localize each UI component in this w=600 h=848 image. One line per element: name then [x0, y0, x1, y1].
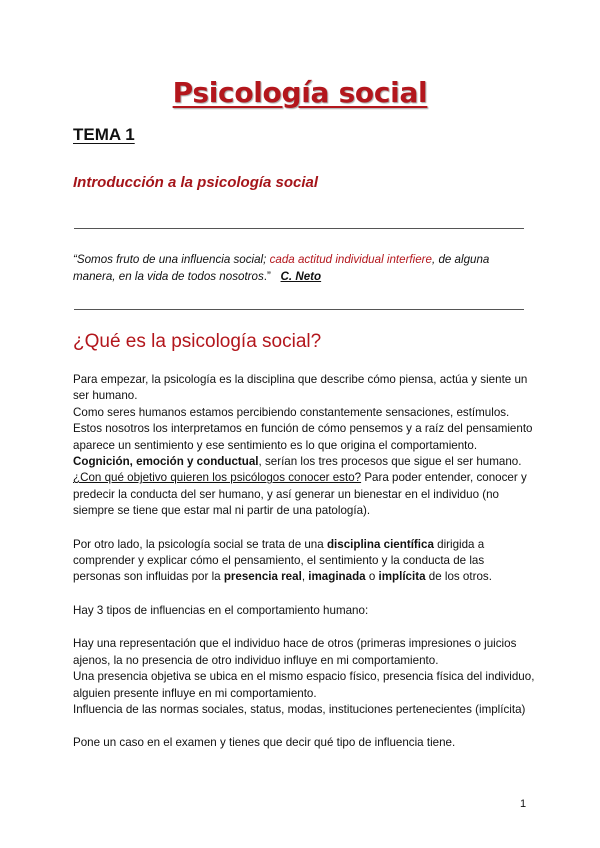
quote-text-start: Somos fruto de una influencia social; — [76, 253, 270, 266]
sp-text-e: de los otros. — [425, 570, 492, 584]
quote-text-end: , de alguna manera, en la vida de todos nosotros — [73, 253, 490, 283]
paragraph-social-psychology — [73, 537, 535, 586]
paragraph-implicit: Influencia de las normas sociales, status, modas, instituciones pertenecientes (implícita) — [73, 702, 526, 716]
section-subtitle: Introducción a la psicología social — [73, 174, 319, 191]
quote-close-mark: .” — [263, 269, 271, 283]
page-number: 1 — [520, 798, 527, 810]
paragraph-imagined: Hay una representación que el individuo hace de otros (primeras impresiones o juicios ajenos, la no presencia de otro individuo influye en mi comportamiento. — [73, 637, 517, 667]
sp-bold-discipline: disciplina científica — [326, 537, 434, 551]
paragraph-influence-types: Hay 3 tipos de influencias en el comportamiento humano: — [73, 603, 369, 617]
topic-label: TEMA 1 — [73, 125, 135, 144]
body-text — [73, 372, 535, 752]
paragraph-real: Una presencia objetiva se ubica en el mismo espacio físico, presencia física del individuo, alguien presente influye en mi comportamiento. — [73, 670, 535, 700]
sp-text-c: , — [301, 570, 309, 584]
sp-text-b: dirigida a comprender y explicar cómo el pensamiento, el sentimiento y la conducta de las personas son influidas por la — [73, 537, 485, 584]
paragraph-objective — [73, 470, 535, 519]
paragraph-definition: Para empezar, la psicología es la disciplina que describe cómo piensa, actúa y siente un ser humano. — [73, 373, 528, 403]
divider-bottom — [74, 309, 524, 310]
sp-text-d: o — [365, 570, 379, 584]
objective-question: ¿Con qué objetivo quieren los psicólogos conocer esto? — [73, 471, 362, 485]
divider-top — [74, 228, 524, 229]
paragraph-perception-text: Como seres humanos estamos percibiendo constantemente sensaciones, estímulos. Estos nosotros los interpretamos en función de cómo pensemos y a raíz del pensamiento aparece un sentimiento y ese sentimiento es lo que origina el comportamiento. — [73, 405, 533, 452]
section-heading: ¿Qué es la psicología social? — [73, 331, 322, 352]
paragraph-perception-end: , serían los tres procesos que sigue el ser humano. — [258, 455, 522, 469]
quote-open-mark: “ — [73, 253, 77, 266]
document-title: Psicología social — [172, 76, 428, 109]
sp-bold-implicit: implícita — [378, 570, 426, 584]
objective-answer: Para poder entender, conocer y predecir la conducta del ser humano, y así generar un bienestar en el individuo (no siempre se tiene que estar mal ni partir de una patología). — [73, 471, 527, 518]
sp-bold-imagined: imaginada — [308, 570, 366, 584]
paragraph-exam-note: Pone un caso en el examen y tienes que decir qué tipo de influencia tiene. — [73, 736, 456, 750]
quote-author: C. Neto — [280, 269, 322, 283]
sp-text-a: Por otro lado, la psicología social se trata de una — [73, 537, 327, 551]
quote-block — [73, 252, 535, 285]
paragraph-perception — [73, 405, 535, 471]
quote-text-highlight: cada actitud individual interfiere — [269, 253, 432, 266]
processes-bold: Cognición, emoción y conductual — [73, 455, 259, 469]
sp-bold-real: presencia real — [223, 570, 302, 584]
